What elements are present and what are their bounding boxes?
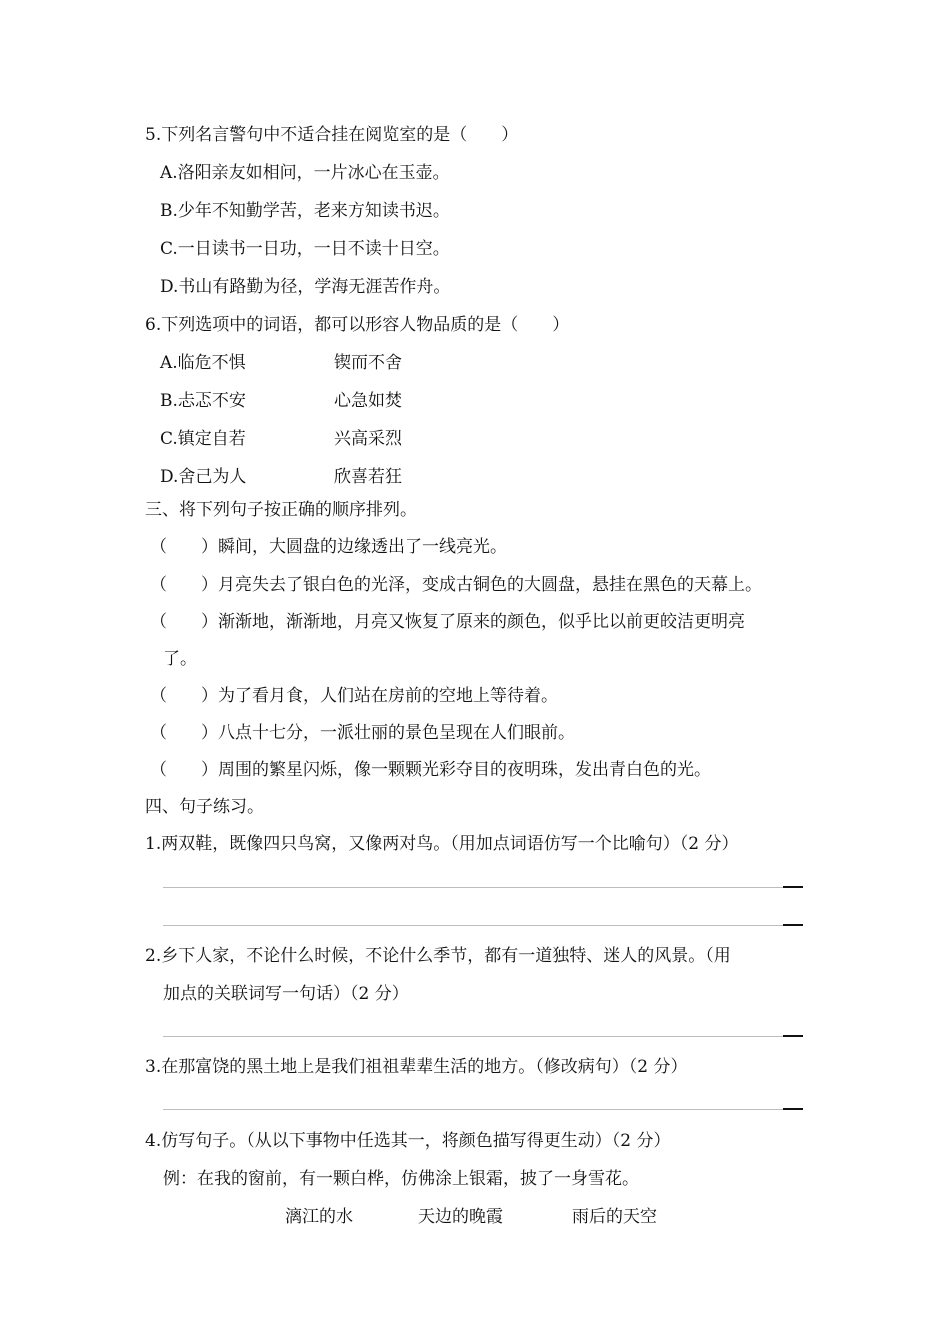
- q6-option-c-word2: 兴高采烈: [334, 429, 402, 449]
- q4-choice: 雨后的天空: [572, 1207, 657, 1227]
- s4-q4: 4.仿写句子。（从以下事物中任选其一，将颜色描写得更生动）（2 分）: [145, 1131, 671, 1151]
- order-item: （ ）周围的繁星闪烁，像一颗颗光彩夺目的夜明珠，发出青白色的光。: [150, 760, 711, 780]
- s4-q3: 3.在那富饶的黑土地上是我们祖祖辈辈生活的地方。（修改病句）（2 分）: [145, 1057, 688, 1077]
- answer-line-end: [783, 924, 803, 926]
- q6-option-b-word1: B.忐忑不安: [160, 391, 246, 411]
- order-item: （ ）瞬间，大圆盘的边缘透出了一线亮光。: [150, 537, 507, 557]
- q6-stem: 6.下列选项中的词语，都可以形容人物品质的是（ ）: [145, 315, 570, 335]
- order-item-continued: 了。: [163, 649, 197, 669]
- order-item: （ ）渐渐地，渐渐地，月亮又恢复了原来的颜色，似乎比以前更皎洁更明亮: [150, 612, 745, 632]
- order-item: （ ）八点十七分，一派壮丽的景色呈现在人们眼前。: [150, 723, 575, 743]
- order-item: （ ）月亮失去了银白色的光泽，变成古铜色的大圆盘，悬挂在黑色的天幕上。: [150, 575, 762, 595]
- q5-stem: 5.下列名言警句中不适合挂在阅览室的是（ ）: [145, 125, 519, 145]
- q6-option-a-word2: 锲而不舍: [334, 353, 402, 373]
- order-item: （ ）为了看月食，人们站在房前的空地上等待着。: [150, 686, 558, 706]
- q6-option-d-word1: D.舍己为人: [160, 467, 247, 487]
- q5-option-d: D.书山有路勤为径，学海无涯苦作舟。: [160, 277, 451, 297]
- q5-option-c: C.一日读书一日功，一日不读十日空。: [160, 239, 450, 259]
- q6-option-c-word1: C.镇定自若: [160, 429, 246, 449]
- section3-title: 三、将下列句子按正确的顺序排列。: [145, 500, 417, 520]
- answer-line[interactable]: [163, 1109, 803, 1110]
- s4-q4-example: 例：在我的窗前，有一颗白桦，仿佛涂上银霜，披了一身雪花。: [163, 1169, 639, 1189]
- answer-line-end: [783, 1108, 803, 1110]
- answer-line-end: [783, 1035, 803, 1037]
- q6-option-a-word1: A.临危不惧: [160, 353, 246, 373]
- q6-option-d-word2: 欣喜若狂: [334, 467, 402, 487]
- answer-line-end: [783, 886, 803, 888]
- answer-line[interactable]: [163, 1036, 803, 1037]
- section4-title: 四、句子练习。: [145, 797, 264, 817]
- s4-q1: 1.两双鞋，既像四只鸟窝，又像两对鸟。（用加点词语仿写一个比喻句）（2 分）: [145, 834, 739, 854]
- q6-option-b-word2: 心急如焚: [334, 391, 402, 411]
- answer-line[interactable]: [163, 925, 803, 926]
- q4-choice: 天边的晚霞: [418, 1207, 503, 1227]
- q5-option-b: B.少年不知勤学苦，老来方知读书迟。: [160, 201, 450, 221]
- q4-choice: 漓江的水: [285, 1207, 353, 1227]
- s4-q2: 2.乡下人家，不论什么时候，不论什么季节，都有一道独特、迷人的风景。（用: [145, 946, 731, 966]
- answer-line[interactable]: [163, 887, 803, 888]
- q5-option-a: A.洛阳亲友如相问，一片冰心在玉壶。: [160, 163, 450, 183]
- s4-q2-continued: 加点的关联词写一句话）（2 分）: [163, 984, 409, 1004]
